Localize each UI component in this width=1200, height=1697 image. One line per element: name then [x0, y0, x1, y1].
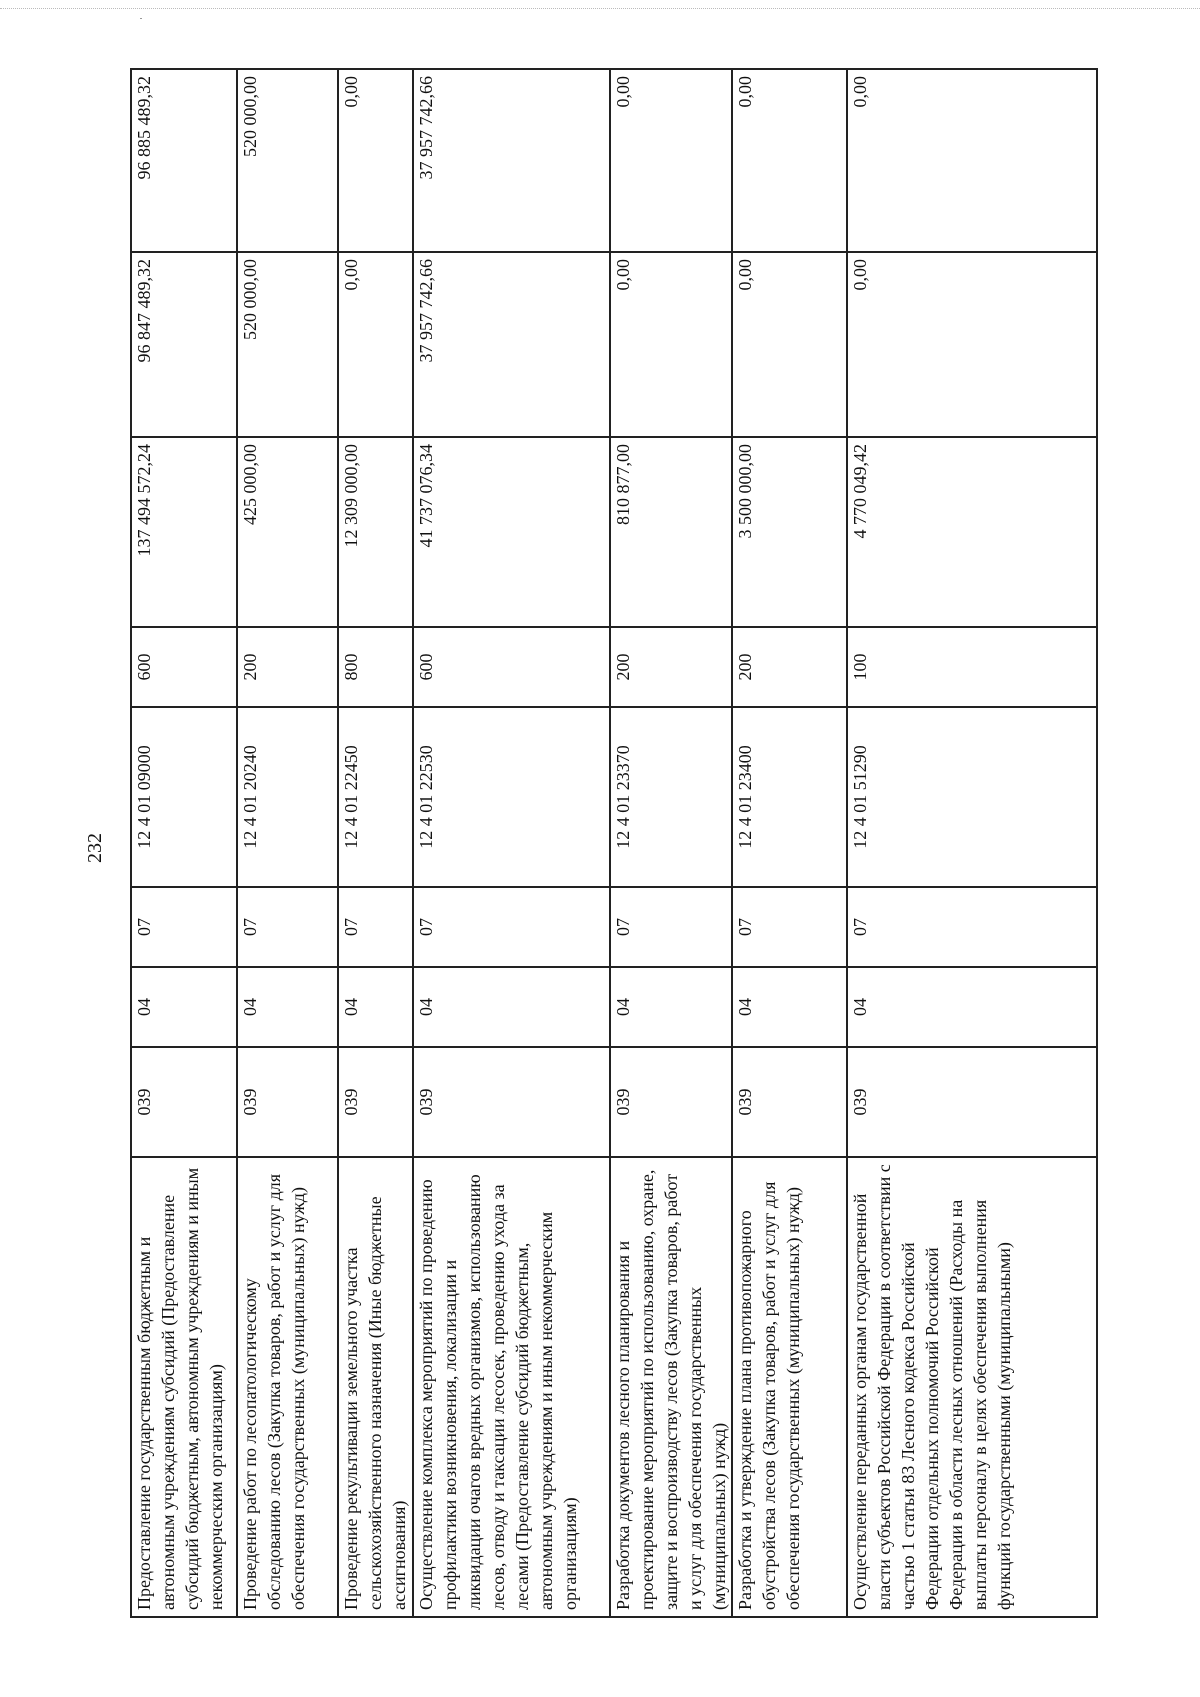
ministry-code: 039 — [610, 1047, 732, 1157]
subsection-code: 07 — [847, 887, 1097, 967]
ministry-code: 039 — [732, 1047, 847, 1157]
amount-year-1: 137 494 572,24 — [131, 437, 237, 627]
ministry-code: 039 — [847, 1047, 1097, 1157]
budget-table-frame — [130, 70, 1091, 1618]
subsection-code: 07 — [413, 887, 610, 967]
table-row — [847, 69, 1097, 1617]
amount-year-2: 96 847 489,32 — [131, 252, 237, 437]
subsection-code: 07 — [237, 887, 338, 967]
amount-year-3: 520 000,00 — [237, 69, 338, 252]
amount-year-1: 425 000,00 — [237, 437, 338, 627]
amount-year-2: 0,00 — [732, 252, 847, 437]
subsection-code: 07 — [610, 887, 732, 967]
target-article-code: 12 4 01 22530 — [413, 707, 610, 887]
ministry-code: 039 — [131, 1047, 237, 1157]
amount-year-3: 0,00 — [847, 69, 1097, 252]
amount-year-1: 3 500 000,00 — [732, 437, 847, 627]
ministry-code: 039 — [338, 1047, 413, 1157]
amount-year-3: 96 885 489,32 — [131, 69, 237, 252]
row-description: Предоставление государственным бюджетным и автономным учреждениям субсидий (Предоставление субсидий бюджетным, автономным учреждениям и иным некоммерческим организациям) — [131, 1157, 237, 1617]
amount-year-2: 0,00 — [338, 252, 413, 437]
expense-type-code: 100 — [847, 627, 1097, 707]
table-row — [131, 69, 237, 1617]
expense-type-code: 800 — [338, 627, 413, 707]
row-description: Осуществление переданных органам государственной власти субъектов Российской Федерации в соответствии с частью 1 статьи 83 Лесного кодекса Российской Федерации отдельных полномочий Российской Федерации в области лесных отношений (Расходы на выплаты персоналу в целях обеспечения выполнения функций государственными (муниципальными) — [847, 1157, 1097, 1617]
section-code: 04 — [732, 967, 847, 1047]
table-row — [338, 69, 413, 1617]
target-article-code: 12 4 01 23400 — [732, 707, 847, 887]
section-code: 04 — [338, 967, 413, 1047]
amount-year-2: 37 957 742,66 — [413, 252, 610, 437]
scan-speck — [140, 18, 142, 19]
budget-allocation-table — [130, 68, 1098, 1618]
row-description: Разработка и утверждение плана противопожарного обустройства лесов (Закупка товаров, работ и услуг для обеспечения государственных (муниципальных) нужд) — [732, 1157, 847, 1617]
expense-type-code: 200 — [237, 627, 338, 707]
row-description: Разработка документов лесного планирования и проектирование мероприятий по использованию, охране, защите и воспроизводству лесов (Закупка товаров, работ и услуг для обеспечения государственных (муниципальных) нужд) — [610, 1157, 732, 1617]
table-row — [732, 69, 847, 1617]
table-row — [413, 69, 610, 1617]
amount-year-1: 12 309 000,00 — [338, 437, 413, 627]
subsection-code: 07 — [732, 887, 847, 967]
subsection-code: 07 — [338, 887, 413, 967]
row-description: Осуществление комплекса мероприятий по проведению профилактики возникновения, локализации и ликвидации очагов вредных организмов, использованию лесов, отводу и таксации лесосек, проведению ухода за лесами (Предоставление субсидий бюджетным, автономным учреждениям и иным некоммерческим организациям) — [413, 1157, 610, 1617]
target-article-code: 12 4 01 20240 — [237, 707, 338, 887]
amount-year-3: 0,00 — [610, 69, 732, 252]
amount-year-3: 37 957 742,66 — [413, 69, 610, 252]
target-article-code: 12 4 01 51290 — [847, 707, 1097, 887]
expense-type-code: 200 — [610, 627, 732, 707]
section-code: 04 — [237, 967, 338, 1047]
amount-year-2: 0,00 — [847, 252, 1097, 437]
page-number: 232 — [84, 833, 106, 863]
amount-year-1: 41 737 076,34 — [413, 437, 610, 627]
section-code: 04 — [413, 967, 610, 1047]
amount-year-1: 4 770 049,42 — [847, 437, 1097, 627]
ministry-code: 039 — [413, 1047, 610, 1157]
amount-year-3: 0,00 — [338, 69, 413, 252]
expense-type-code: 600 — [131, 627, 237, 707]
section-code: 04 — [131, 967, 237, 1047]
ministry-code: 039 — [237, 1047, 338, 1157]
target-article-code: 12 4 01 09000 — [131, 707, 237, 887]
amount-year-3: 0,00 — [732, 69, 847, 252]
table-row — [237, 69, 338, 1617]
target-article-code: 12 4 01 23370 — [610, 707, 732, 887]
section-code: 04 — [847, 967, 1097, 1047]
row-description: Проведение работ по лесопатологическому обследованию лесов (Закупка товаров, работ и услуг для обеспечения государственных (муниципальных) нужд) — [237, 1157, 338, 1617]
amount-year-1: 810 877,00 — [610, 437, 732, 627]
amount-year-2: 0,00 — [610, 252, 732, 437]
table-row — [610, 69, 732, 1617]
section-code: 04 — [610, 967, 732, 1047]
target-article-code: 12 4 01 22450 — [338, 707, 413, 887]
subsection-code: 07 — [131, 887, 237, 967]
row-description: Проведение рекультивации земельного участка сельскохозяйственного назначения (Иные бюджетные ассигнования) — [338, 1157, 413, 1617]
scan-page-edge — [0, 8, 1200, 9]
expense-type-code: 200 — [732, 627, 847, 707]
amount-year-2: 520 000,00 — [237, 252, 338, 437]
expense-type-code: 600 — [413, 627, 610, 707]
